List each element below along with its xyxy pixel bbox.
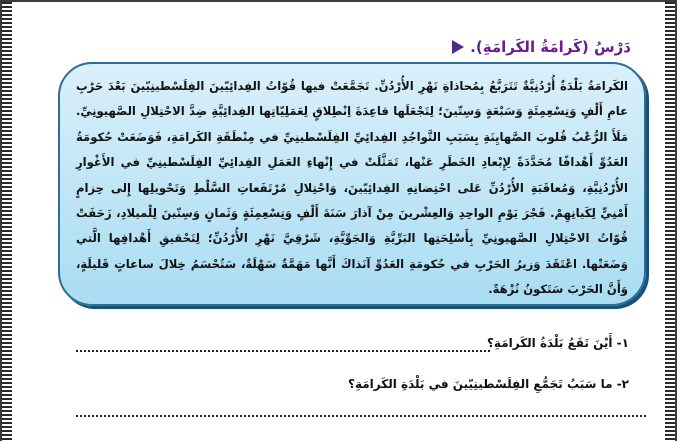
question-2: ٢- ما سَبَبُ تَجَمُّعِ الفِلَسْطينِيّينَ في بَلْدَةِ الكَرامَةِ؟ [348,377,629,391]
answer-line-1[interactable] [76,350,490,352]
lesson-title-text: دَرْسُ (كَرامَةُ الكَرامَةِ). [470,38,631,56]
lesson-title [452,38,631,56]
reading-passage-box [58,62,646,306]
right-border-strip [665,2,675,441]
left-border-strip [2,2,12,441]
arrow-left-icon [452,40,464,54]
reading-passage-text: الكَرامَةُ بَلْدَةٌ أُرْدُنِيَّةٌ تَتَرَبَّعُ بِمُحاذاةِ نَهْرِ الأُرْدُنِّ. تَجَمَّعَتْ فيها قُوّاتُ الفِدائِيّينَ الفِلَسْطينِيّينَ بَعْدَ حَرْبِ عامِ أَلْفٍ وَتِسْعِمِئَةٍ وَسَبْعَةٍ وَسِتّينَ؛ لِتَجْعَلَها قاعِدَةَ اِنْطِلاقٍ لِعَمَلِيّاتِها الفِدائِيَّةِ ضِدَّ الاحْتِلالِ الصَّهيونِيِّ. مَلَأَ الرُّعْبُ قُلوبَ الصَّهايِنَةِ بِسَبَبِ التَّواجُدِ الفِدائِيِّ الفِلَسْطينِيِّ في مِنْطَقَةِ الكَرامَةِ، فَوَضَعَتْ حُكومَةُ العَدُوِّ أَهْدافًا مُحَدَّدَةً لِإِبْعادِ الخَطَرِ عَنْها، تَمَثَّلَتْ في إِنْهاءِ العَمَلِ الفِدائِيِّ الفِلَسْطينِيِّ في الأَغْوارِ الأُرْدُنِيَّةِ، وَمُعاقَبَةِ الأُرْدُنِّ عَلى احْتِضانِهِ الفِدائِيّينَ، وَاحْتِلالِ مُرْتَفَعاتِ السَّلْطِ وَتَحْويلِها إِلى حِزامٍ أَمْنِيٍّ لِكَيانِهِمْ. فَجْرَ يَوْمِ الواحِدِ وَالعِشْرينَ مِنْ آذارَ سَنَةَ أَلْفٍ وَتِسْعِمِئَةٍ وَثَمانٍ وَسِتّينَ لِلْميلادِ، زَحَفَتْ قُوّاتُ الاحْتِلالِ الصَّهيونِيِّ بِأَسْلِحَتِها البَرِّيَّةِ وَالجَوِّيَّةِ، شَرْقِيَّ نَهْرِ الأُرْدُنِّ؛ لِتَحْقيقِ أَهْدافِها الَّتي وَضَعَتْها. اعْتَقَدَ وَزيرُ الحَرْبِ في حُكومَةِ العَدُوِّ آنَذاكَ أَنَّها مَهَمَّةٌ سَهْلَةٌ، سَتُحْسَمُ خِلالَ ساعاتٍ قَليلَةٍ، وَأَنَّ الحَرْبَ سَتَكونُ نُزْهَةً. [76,79,628,297]
answer-line-2[interactable] [76,415,646,417]
question-1: ١- أَيْنَ تَقَعُ بَلْدَةُ الكَرامَةِ؟ [486,336,629,350]
